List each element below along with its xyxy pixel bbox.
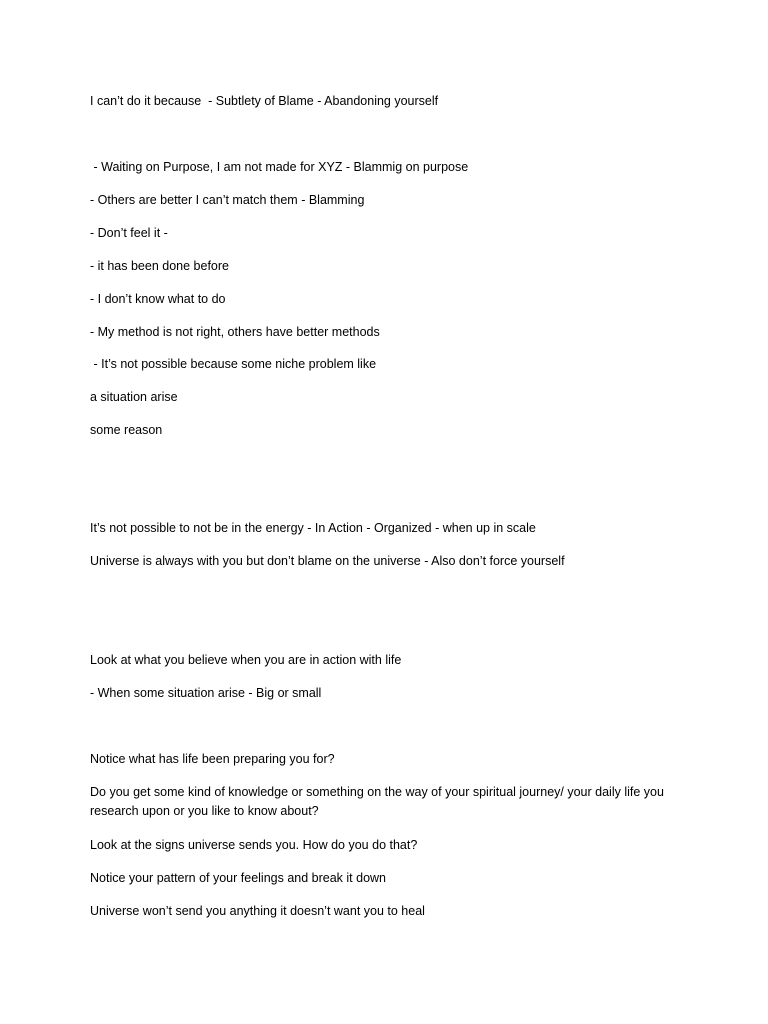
text-line-7: - My method is not right, others have better methods (90, 325, 380, 339)
text-line-9: a situation arise (90, 390, 178, 404)
text-line-10: some reason (90, 423, 163, 437)
text-line-18: Notice your pattern of your feelings and break it down (90, 871, 387, 885)
text-line-12: Universe is always with you but don’t blame on the universe - Also don’t force yourself (90, 554, 565, 568)
text-line-15: Notice what has life been preparing you for? (90, 752, 335, 766)
text-line-19: Universe won’t send you anything it doesn’t want you to heal (90, 904, 425, 918)
text-line-3: - Others are better I can’t match them - Blamming (90, 193, 365, 207)
text-line-11: It’s not possible to not be in the energy - In Action - Organized - when up in scale (90, 521, 536, 535)
text-line-4: - Don’t feel it - (90, 226, 168, 240)
text-line-8: - It’s not possible because some niche problem like (90, 357, 377, 371)
text-line-6: - I don’t know what to do (90, 292, 226, 306)
text-line-16: Do you get some kind of knowledge or something on the way of your spiritual journey/ your daily life you research upon or you like to know about? (90, 785, 668, 818)
text-line-1: I can’t do it because - Subtlety of Blame - Abandoning yourself (90, 94, 439, 108)
text-line-2: - Waiting on Purpose, I am not made for XYZ - Blammig on purpose (90, 160, 469, 174)
text-line-5: - it has been done before (90, 259, 229, 273)
text-line-13: Look at what you believe when you are in action with life (90, 653, 402, 667)
text-line-14: - When some situation arise - Big or small (90, 686, 322, 700)
text-line-17: Look at the signs universe sends you. How do you do that? (90, 838, 418, 852)
